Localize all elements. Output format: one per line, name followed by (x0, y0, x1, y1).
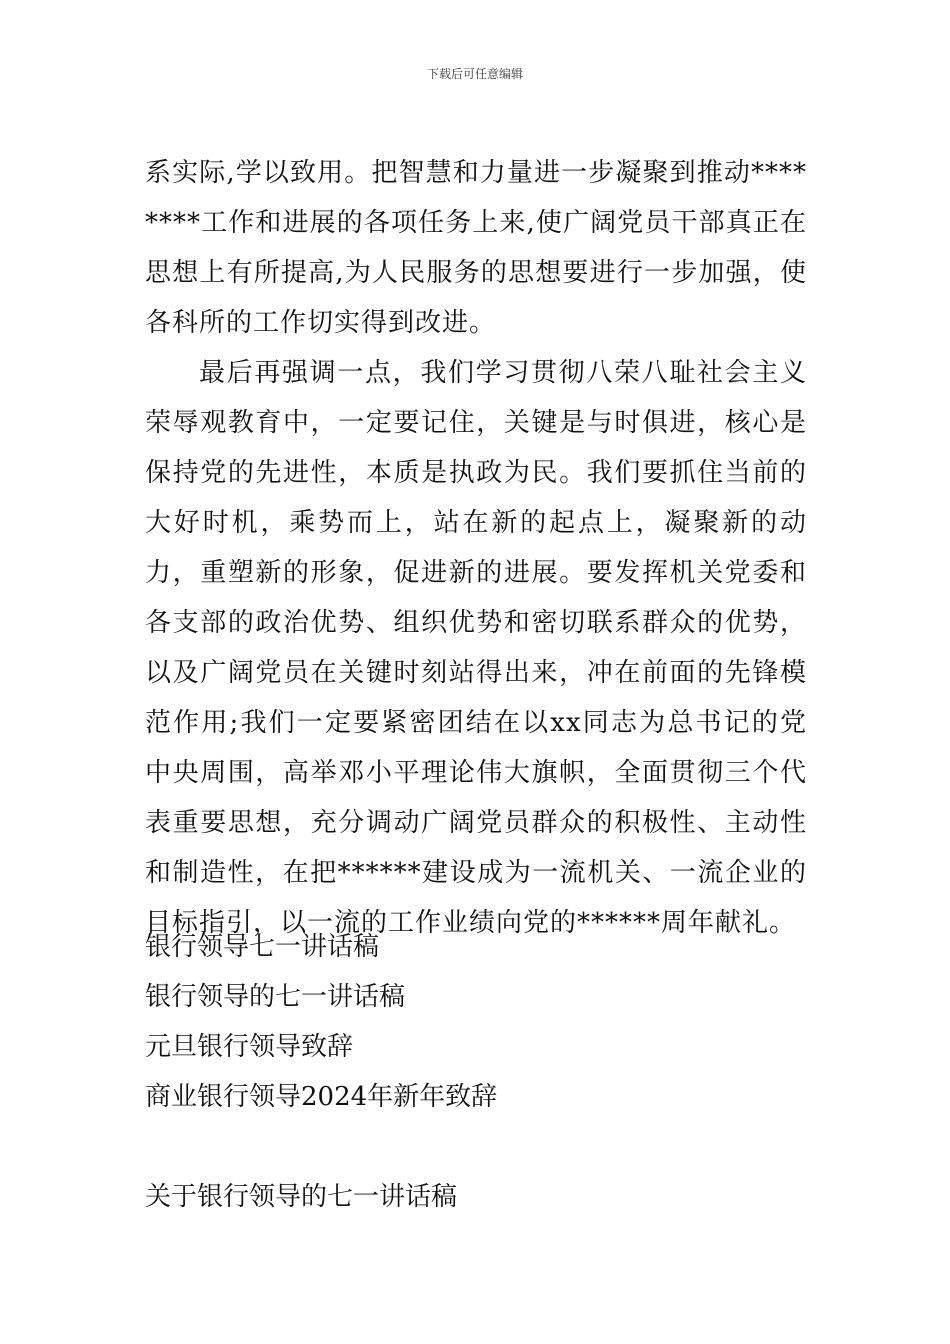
page-header: 下载后可任意编辑 (426, 67, 523, 81)
related-title-2[interactable]: 银行领导的七一讲话稿 (145, 982, 406, 1012)
paragraph-1: 系实际,学以致用。把智慧和力量进一步凝聚到推动********工作和进展的各项任务上来,使广阔党员干部真正在思想上有所提高,为人民服务的思想要进行一步加强，使各科所的工作切实得到改进。 (145, 158, 807, 338)
section-heading: 关于银行领导的七一讲话稿 (145, 1182, 458, 1212)
document-body (145, 148, 807, 948)
related-title-4[interactable]: 商业银行领导2024年新年致辞 (145, 1082, 498, 1112)
related-title-1[interactable]: 银行领导七一讲话稿 (145, 932, 380, 962)
paragraph-2: 最后再强调一点，我们学习贯彻八荣八耻社会主义荣辱观教育中，一定要记住，关键是与时俱进，核心是保持党的先进性，本质是执政为民。我们要抓住当前的大好时机，乘势而上，站在新的起点上，凝聚新的动力，重塑新的形象，促进新的进展。要发挥机关党委和各支部的政治优势、组织优势和密切联系群众的优势，以及广阔党员在关键时刻站得出来，冲在前面的先锋模范作用;我们一定要紧密团结在以xx同志为总书记的党中央周围，高举邓小平理论伟大旗帜，全面贯彻三个代表重要思想，充分调动广阔党员群众的积极性、主动性和制造性，在把******建设成为一流机关、一流企业的目标指引，以一流的工作业绩向党的******周年献礼。 (145, 358, 807, 938)
related-titles-list (145, 922, 807, 1122)
related-title-3[interactable]: 元旦银行领导致辞 (145, 1032, 354, 1062)
